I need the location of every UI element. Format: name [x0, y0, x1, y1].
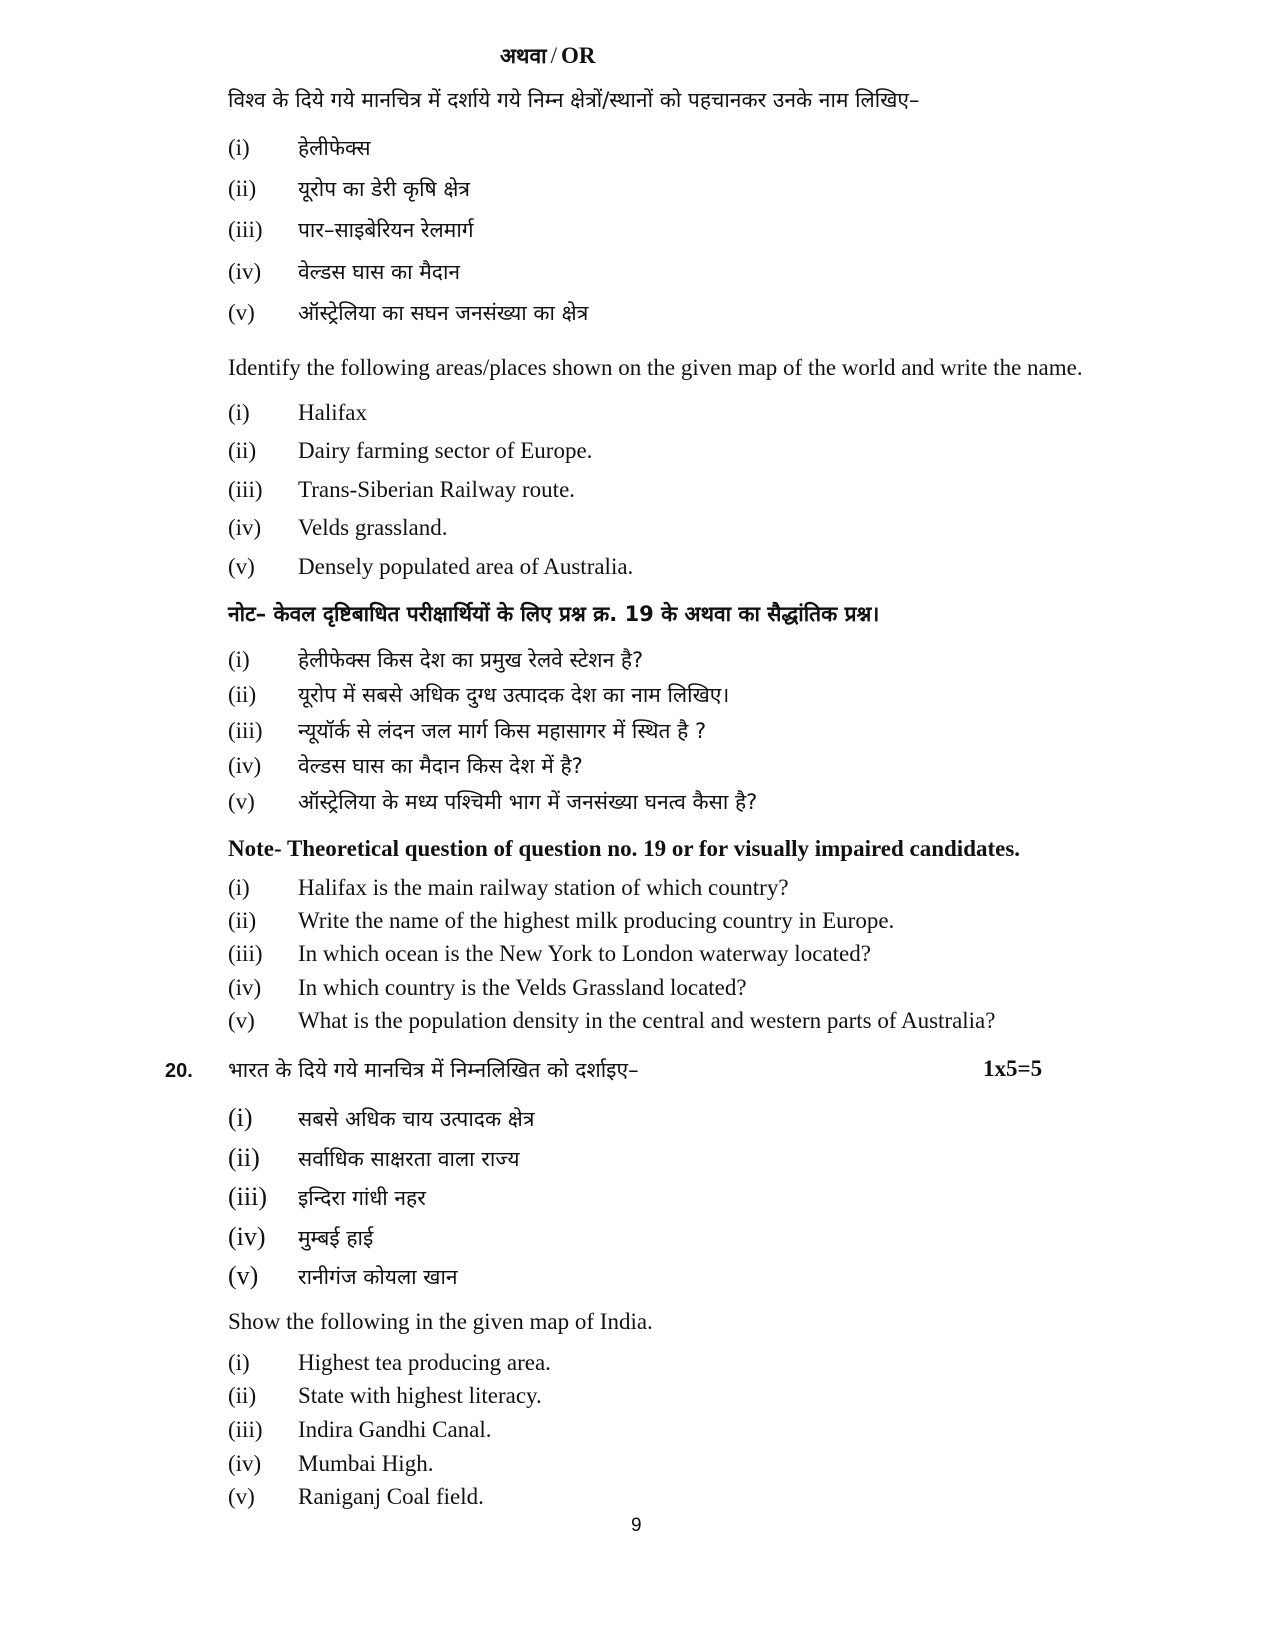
item-number: (iv) — [228, 1222, 266, 1251]
page-number: 9 — [631, 1515, 642, 1536]
list-item — [228, 788, 757, 816]
list-item — [228, 646, 643, 674]
item-text: Mumbai High. — [298, 1451, 434, 1476]
item-text: सबसे अधिक चाय उत्पादक क्षेत्र — [298, 1107, 535, 1131]
item-number: (iii) — [228, 1417, 263, 1442]
list-item — [228, 1103, 534, 1133]
item-text: Highest tea producing area. — [298, 1350, 551, 1375]
list-item — [228, 175, 470, 203]
q20-instruction-en: Show the following in the given map of India. — [228, 1309, 653, 1334]
item-number: (ii) — [228, 176, 257, 201]
item-text: पार–साइबेरियन रेलमार्ग — [298, 218, 474, 242]
item-number: (v) — [228, 1261, 259, 1290]
item-number: (ii) — [228, 1143, 260, 1172]
item-number: (ii) — [228, 908, 257, 933]
item-number: (v) — [228, 1484, 255, 1509]
list-item — [228, 1261, 458, 1291]
item-number: (iii) — [228, 217, 263, 242]
world-map-instruction-hi: विश्व के दिये गये मानचित्र में दर्शाये गये निम्न क्षेत्रों/स्थानों को पहचानकर उनके नाम लिखिए– — [228, 88, 920, 112]
item-text: Halifax — [298, 400, 367, 425]
item-number: (iii) — [228, 477, 263, 502]
item-number: (v) — [228, 1008, 255, 1033]
item-number: (iv) — [228, 753, 262, 778]
list-item — [228, 400, 367, 426]
question-number: 20. — [165, 1060, 193, 1082]
item-text: न्यूयॉर्क से लंदन जल मार्ग किस महासागर में स्थित है ? — [298, 719, 707, 743]
list-item — [228, 752, 583, 780]
list-item — [228, 717, 706, 745]
list-item — [228, 1484, 484, 1510]
or-heading-en: OR — [560, 43, 596, 68]
item-text: ऑस्ट्रेलिया के मध्य पश्चिमी भाग में जनसंख्या घनत्व कैसा है? — [298, 790, 758, 814]
item-number: (iv) — [228, 975, 262, 1000]
list-item — [228, 515, 447, 541]
q20-marks: 1x5=5 — [983, 1056, 1043, 1081]
list-item — [228, 438, 592, 464]
or-heading-sep: / — [550, 43, 557, 68]
item-text: Halifax is the main railway station of which country? — [298, 875, 789, 900]
list-item — [228, 554, 633, 580]
note-heading-hi: नोट– केवल दृष्टिबाधित परीक्षार्थियों के लिए प्रश्न क्र. 19 के अथवा का सैद्धांतिक प्रश्न। — [228, 602, 880, 626]
item-text: यूरोप में सबसे अधिक दुग्ध उत्पादक देश का नाम लिखिए। — [298, 683, 730, 707]
item-number: (iii) — [228, 1182, 267, 1211]
item-number: (i) — [228, 875, 250, 900]
list-item — [228, 1182, 426, 1212]
list-item — [228, 258, 460, 286]
item-text: Dairy farming sector of Europe. — [298, 438, 593, 463]
item-text: Write the name of the highest milk producing country in Europe. — [298, 908, 895, 933]
list-item — [228, 941, 871, 967]
item-text: सर्वाधिक साक्षरता वाला राज्य — [298, 1147, 520, 1171]
item-number: (iii) — [228, 941, 263, 966]
item-text: इन्दिरा गांधी नहर — [298, 1186, 426, 1210]
item-text: हेलीफेक्स — [298, 136, 371, 160]
item-text: Raniganj Coal field. — [298, 1484, 484, 1509]
world-map-instruction-en: Identify the following areas/places shown on the given map of the world and write the name. — [228, 355, 1083, 380]
list-item — [228, 1222, 373, 1252]
list-item — [228, 975, 747, 1001]
item-number: (v) — [228, 554, 255, 579]
item-text: वेल्डस घास का मैदान — [298, 260, 461, 284]
list-item — [228, 1451, 433, 1477]
item-number: (iv) — [228, 515, 262, 540]
list-item — [228, 1383, 542, 1409]
item-text: What is the population density in the central and western parts of Australia? — [298, 1008, 996, 1033]
list-item — [228, 216, 474, 244]
or-heading-hi: अथवा — [500, 44, 547, 68]
item-text: Densely populated area of Australia. — [298, 554, 634, 579]
list-item — [228, 681, 729, 709]
item-text: In which country is the Velds Grassland located? — [298, 975, 747, 1000]
or-heading — [500, 42, 595, 70]
item-number: (iv) — [228, 1451, 262, 1476]
item-number: (ii) — [228, 438, 257, 463]
item-number: (i) — [228, 647, 250, 672]
item-number: (i) — [228, 135, 250, 160]
item-text: Velds grassland. — [298, 515, 448, 540]
q20-instruction-hi: भारत के दिये गये मानचित्र में निम्नलिखित को दर्शाइए– — [228, 1058, 639, 1082]
list-item — [228, 134, 371, 162]
list-item — [228, 1417, 492, 1443]
list-item — [228, 875, 789, 901]
list-item — [228, 908, 894, 934]
item-text: यूरोप का डेरी कृषि क्षेत्र — [298, 177, 471, 201]
list-item — [228, 1008, 995, 1034]
list-item — [228, 477, 575, 503]
note-heading-en: Note- Theoretical question of question no. 19 or for visually impaired candidates. — [228, 836, 1021, 861]
item-text: मुम्बई हाई — [298, 1226, 374, 1250]
item-text: Trans-Siberian Railway route. — [298, 477, 576, 502]
item-text: State with highest literacy. — [298, 1383, 542, 1408]
item-text: Indira Gandhi Canal. — [298, 1417, 492, 1442]
item-number: (ii) — [228, 682, 257, 707]
item-number: (iv) — [228, 259, 262, 284]
item-number: (v) — [228, 300, 255, 325]
list-item — [228, 1143, 520, 1173]
item-number: (ii) — [228, 1383, 257, 1408]
item-number: (i) — [228, 1350, 250, 1375]
item-number: (i) — [228, 1103, 253, 1132]
item-text: In which ocean is the New York to London waterway located? — [298, 941, 871, 966]
list-item — [228, 1350, 551, 1376]
item-text: वेल्डस घास का मैदान किस देश में है? — [298, 754, 583, 778]
list-item — [228, 299, 588, 327]
item-number: (iii) — [228, 718, 263, 743]
item-text: ऑस्ट्रेलिया का सघन जनसंख्या का क्षेत्र — [298, 301, 589, 325]
item-number: (i) — [228, 400, 250, 425]
item-text: हेलीफेक्स किस देश का प्रमुख रेलवे स्टेशन है? — [298, 648, 644, 672]
item-text: रानीगंज कोयला खान — [298, 1265, 458, 1289]
item-number: (v) — [228, 789, 255, 814]
